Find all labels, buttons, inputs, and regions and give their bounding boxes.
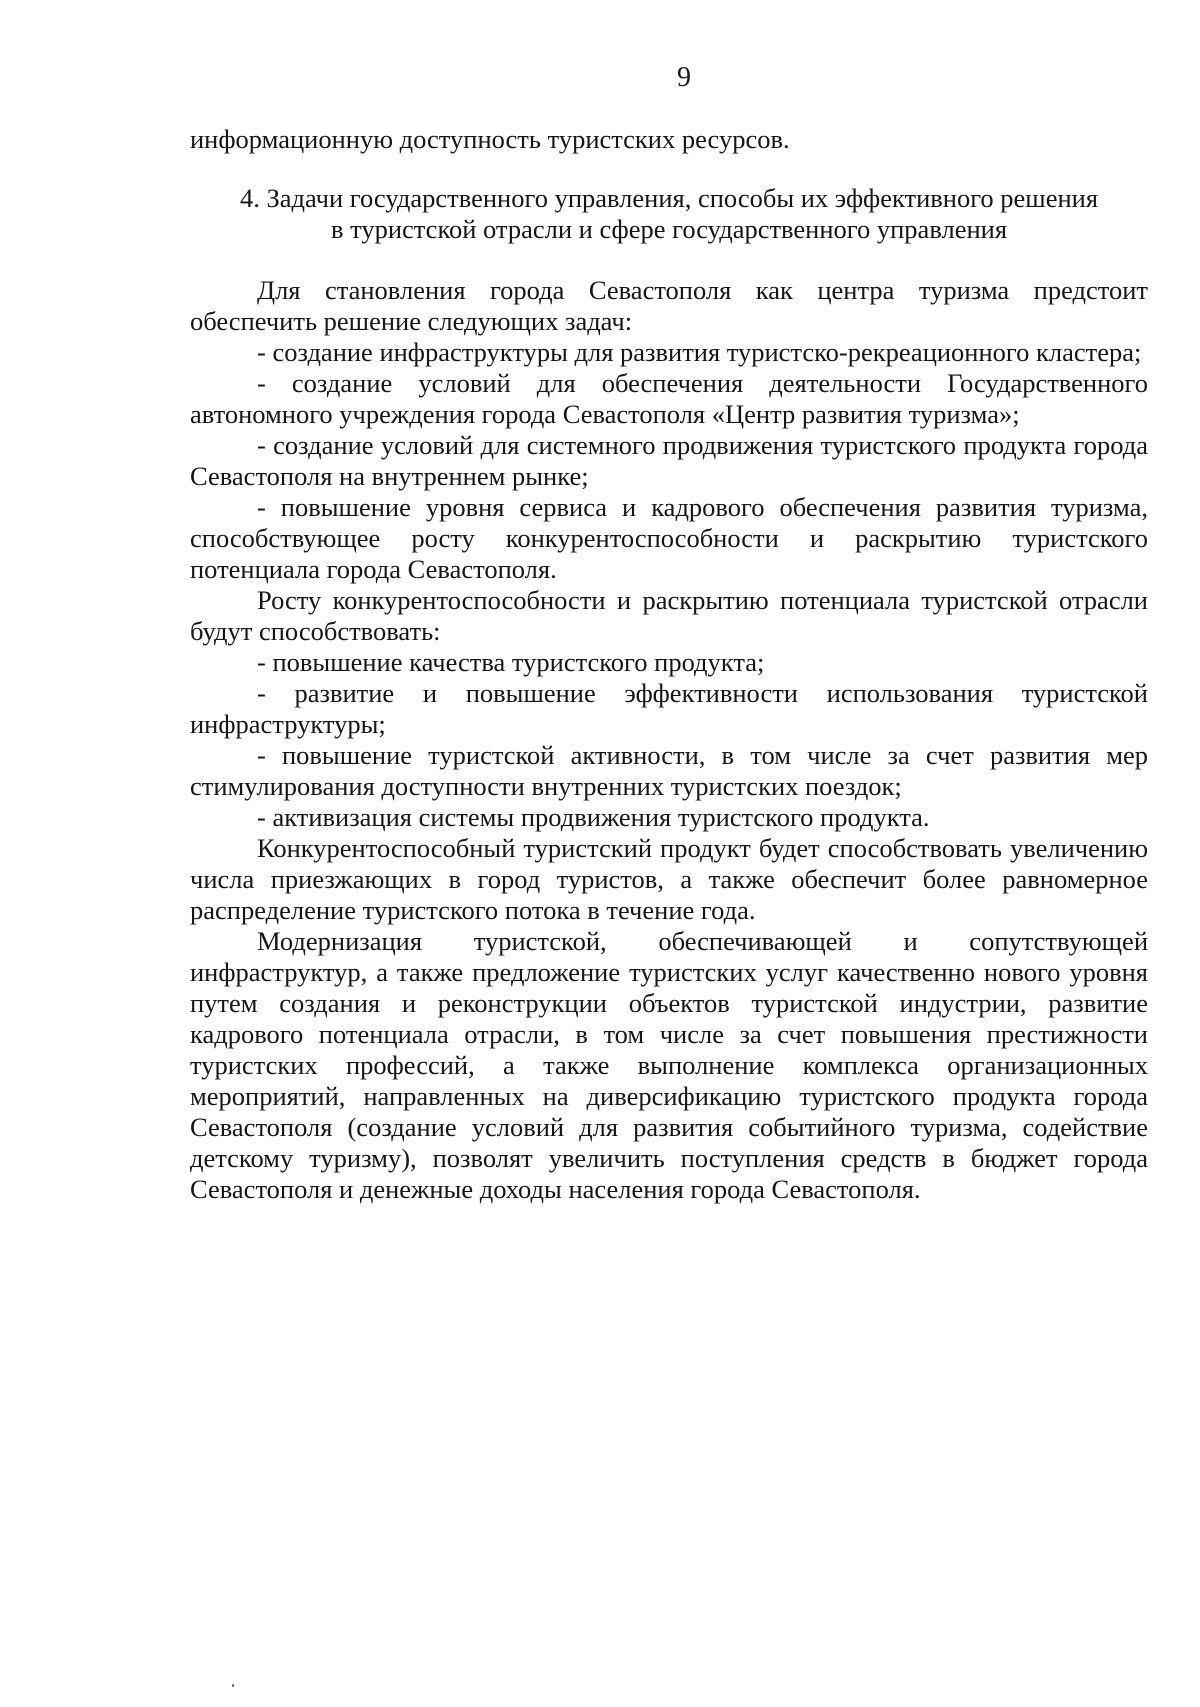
list-item-task-1: - создание инфраструктуры для развития туристско-рекреационного кластера; — [257, 337, 1142, 367]
page-number: 9 — [677, 62, 691, 93]
paragraph-competitiveness: Росту конкурентоспособности и раскрытию потенциала туристской отрасли будут способствовать: — [190, 585, 1148, 646]
paragraph-intro: Для становления города Севастополя как центра туризма предстоит обеспечить решение следующих задач: — [190, 275, 1148, 336]
paragraph-competitive-product: Конкурентоспособный туристский продукт будет способствовать увеличению числа приезжающих в город туристов, а также обеспечит более равномерное распределение туристского потока в течение года. — [190, 833, 1148, 925]
list-item-factor-1: - повышение качества туристского продукта; — [257, 647, 765, 677]
list-item-factor-3: - повышение туристской активности, в том числе за счет развития мер стимулирования доступности внутренних туристских поездок; — [190, 740, 1148, 801]
list-item-factor-2: - развитие и повышение эффективности использования туристской инфраструктуры; — [190, 678, 1148, 739]
section-heading-line-2: в туристской отрасли и сфере государственного управления — [330, 214, 1008, 244]
carry-over-line: информационную доступность туристских ресурсов. — [190, 124, 790, 154]
scan-artifact — [232, 1684, 234, 1687]
list-item-task-2: - создание условий для обеспечения деятельности Государственного автономного учреждения города Севастополя «Центр развития туризма»; — [190, 368, 1148, 429]
section-heading — [190, 183, 1148, 245]
list-item-task-3: - создание условий для системного продвижения туристского продукта города Севастополя на внутреннем рынке; — [190, 430, 1148, 491]
section-heading-line-1: 4. Задачи государственного управления, способы их эффективного решения — [239, 183, 1099, 213]
list-item-task-4: - повышение уровня сервиса и кадрового обеспечения развития туризма, способствующее росту конкурентоспособности и раскрытию туристского потенциала города Севастополя. — [190, 492, 1148, 584]
paragraph-modernization: Модернизация туристской, обеспечивающей и сопутствующей инфраструктур, а также предложение туристских услуг качественно нового уровня путем создания и реконструкции объектов туристской индустрии, развитие кадрового потенциала отрасли, в том числе за счет повышения престижности туристских профессий, а также выполнение комплекса организационных мероприятий, направленных на диверсификацию туристского продукта города Севастополя (создание условий для развития событийного туризма, содействие детскому туризму), позволят увеличить поступления средств в бюджет города Севастополя и денежные доходы населения города Севастополя. — [190, 926, 1148, 1204]
document-body — [190, 124, 1148, 1205]
list-item-factor-4: - активизация системы продвижения туристского продукта. — [257, 802, 930, 832]
